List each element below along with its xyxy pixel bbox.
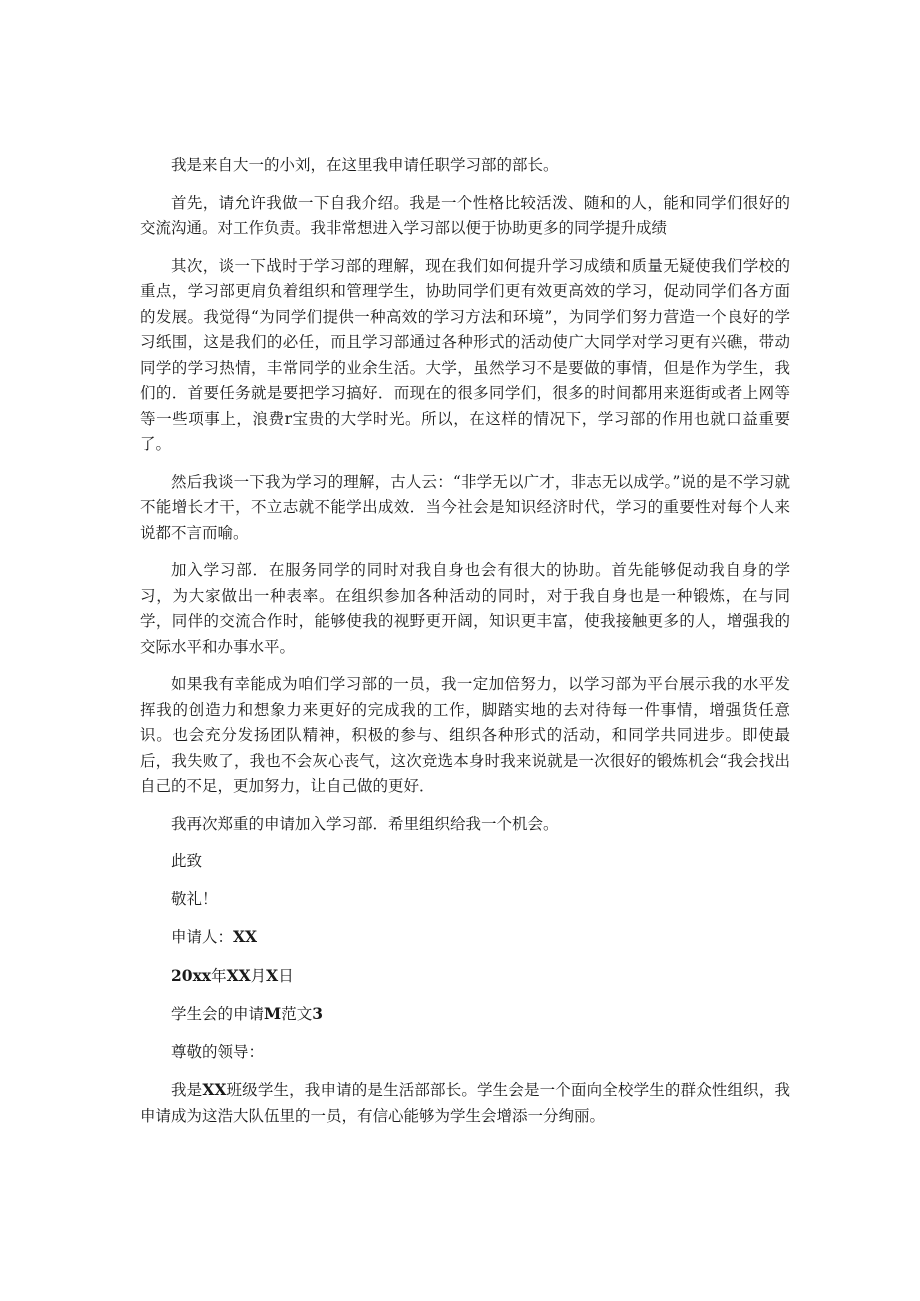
paragraph-self-introduction: 首先，请允许我做一下自我介绍。我是一个性格比较活泼、随和的人，能和同学们很好的交流沟通。对工作负责。我非常想进入学习部以便于协助更多的同学提升成绩 xyxy=(140,193,790,237)
paragraph-understanding-study: 然后我谈一下我为学习的理解，古人云：“非学无以广才，非志无以成学。”说的是不学习就不能增长才干，不立志就不能学出成效．当今社会是知识经济时代，学习的重要性对每个人来说都不言而喻。 xyxy=(140,472,790,542)
paragraph-understanding-department: 其次，谈一下战时于学习部的理解，现在我们如何提升学习成绩和质量无疑使我们学校的重点，学习部更肩负着组织和管理学生，协助同学们更有效更高效的学习，促动同学们各方面的发展。我觉得“为同学们提供一种高效的学习方法和环境”，为同学们努力营造一个良好的学习纸围，这是我们的必任，而且学习部通过各种形式的活动使广大同学对学习更有兴礁，带动同学的学习热情，丰常同学的业余生活。大学，虽然学习不是要做的事情，但是作为学生，我们的．首要任务就是要把学习搞好．而现在的很多同学们，很多的时间都用来逛街或者上网等等一些项事上，浪费r宝贵的大学时光。所以，在这样的情况下，学习部的作用也就口益重要了。 xyxy=(140,256,790,453)
applicant-name: XX xyxy=(233,927,258,946)
date-year-suffix: 年 xyxy=(211,966,227,985)
applicant-label: 申请人： xyxy=(171,928,234,946)
date-day: X xyxy=(266,965,279,985)
greeting-line: 尊敬的领导： xyxy=(171,1042,265,1061)
date-line xyxy=(140,963,790,990)
paragraph-intro: 我是来自大一的小刘，在这里我申请任职学习部的部长。 xyxy=(171,156,559,174)
paragraph-request: 我再次郑重的申请加入学习部．希里组织给我一个机会。 xyxy=(171,814,559,833)
paragraph-second-letter xyxy=(140,1077,790,1129)
document-page xyxy=(140,153,790,1141)
closing-line: 此致 xyxy=(171,852,203,870)
date-month: XX xyxy=(226,965,251,985)
date-day-suffix: 日 xyxy=(278,966,294,985)
paragraph-commitment: 如果我有幸能成为咱们学习部的一员，我一定加倍努力，以学习部为平台展示我的水平发挥我的创造力和想象力来更好的完成我的工作，脚踏实地的去对待每一件事情，增强货任意识。也会充分发扬团队精神，积极的参与、组织各种形式的活动，和同学共同进步。即使最后，我失败了，我也不会灰心丧气，这次竞选本身时我来说就是一次很好的锻炼机会“我会找出自己的不足，更加努力，让自己做的更好． xyxy=(140,675,790,795)
last-para-class: XX xyxy=(202,1080,227,1099)
section-title-number: 3 xyxy=(312,1004,323,1023)
applicant-line xyxy=(140,924,790,951)
section-title-prefix: 学生会的申请 xyxy=(171,1005,265,1023)
section-title-mark: M xyxy=(264,1004,282,1023)
salute-line: 敬礼！ xyxy=(171,889,218,908)
last-para-rest: 班级学生，我申请的是生活部部长。学生会是一个面向全校学生的群众性组织，我申请成为这浩大队伍里的一员，有信心能够为学生会增添一分绚丽。 xyxy=(140,1081,790,1125)
paragraph-benefits: 加入学习部．在服务同学的同时对我自身也会有很大的协助。首先能够促动我自身的学习，为大家做出一种表率。在组织参加各种活动的同时，对于我自身也是一种锻炼，在与同学，同伴的交流合作时，能够使我的视野更开阔，知识更丰富，使我接触更多的人，增强我的交际水平和办事水平。 xyxy=(140,561,790,656)
section-title xyxy=(140,1001,790,1028)
date-month-suffix: 月 xyxy=(250,966,267,985)
section-title-middle: 范文 xyxy=(281,1005,313,1023)
date-year: 20xx xyxy=(171,965,212,985)
last-para-prefix: 我是 xyxy=(171,1081,203,1099)
